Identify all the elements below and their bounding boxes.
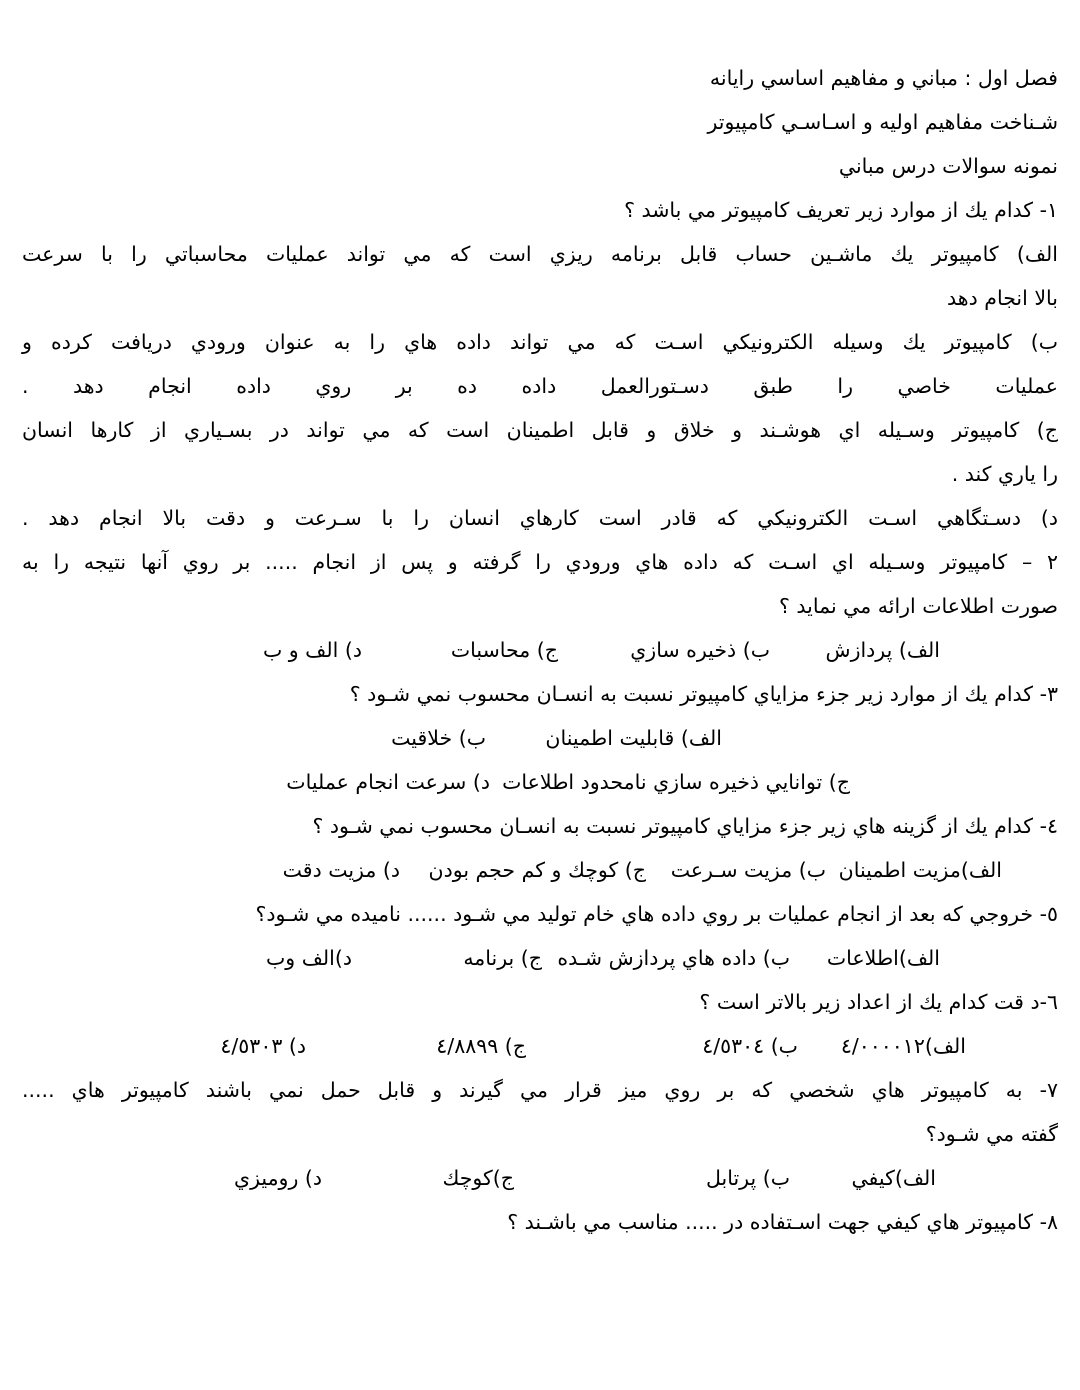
question-2-stem-line-1: ٢ – كامپيوتر وسـيله اي اسـت كه داده هاي ورودي را گرفته و پس از انجام ..... بر روي آنها نتيجه را به — [22, 550, 1058, 574]
question-2-options-row — [22, 628, 1058, 672]
section-label: نمونه سوالات درس مباني — [838, 154, 1058, 178]
question-2-option-dal[interactable]: د) الف و ب — [262, 638, 362, 662]
question-5-option-alef[interactable]: الف)اطلاعات — [826, 946, 940, 970]
question-6-option-be[interactable]: ب) ٤/٥٣٠٤ — [702, 1034, 798, 1058]
question-4-stem: ٤- كدام يك از گزينه هاي زير جزء مزاياي كامپيوتر نسبت به انسـان محسوب نمي شـود ؟ — [312, 814, 1058, 838]
question-1-stem: ١- كدام يك از موارد زير تعريف كامپيوتر مي باشد ؟ — [624, 198, 1058, 222]
question-1-option-alef-line-1: الف) كامپيوتر يك ماشـين حساب قابل برنامه ريزي است كه مي تواند عمليات محاسباتي را با سرعت — [22, 242, 1058, 266]
question-7-option-dal[interactable]: د) روميزي — [234, 1166, 322, 1190]
question-7-stem-line-1: ٧- به كامپيوتر هاي شخصي كه بر روي ميز قرار مي گيرند و قابل حمل نمي باشند كامپيوتر هاي ..... — [22, 1078, 1058, 1102]
question-2-option-be[interactable]: ب) ذخيره سازي — [630, 638, 770, 662]
question-1-option-dal-line-1: د) دسـتگاهي اسـت الكترونيكي كه قادر است كارهاي انسان را با سـرعت و دقت بالا انجام دهد . — [22, 506, 1058, 530]
question-1-option-jim-line-1: ج) كامپيوتر وسـيله اي هوشـند و خلاق و قابل اطمينان است كه مي تواند در بسـياري از كارها انسان — [22, 418, 1058, 442]
question-5-stem: ٥- خروجي كه بعد از انجام عمليات بر روي داده هاي خام توليد مي شـود ...... ناميده مي شـود؟ — [255, 902, 1058, 926]
question-1-option-be-line-1: ب) كامپيوتر يك وسيله الكترونيكي اسـت كه مي تواند داده هاي را به عنوان ورودي دريافت كرده و — [22, 330, 1058, 354]
question-6-stem: ٦-د قت كدام يك از اعداد زير بالاتر است ؟ — [699, 990, 1058, 1014]
question-7-option-jim[interactable]: ج)كوچك — [442, 1166, 514, 1190]
question-3-option-be[interactable]: ب) خلاقيت — [391, 726, 486, 750]
question-4-options-row — [22, 848, 1058, 892]
question-8-stem: ٨- كامپيوتر هاي كيفي جهت اسـتفاده در ..... مناسب مي باشـند ؟ — [507, 1210, 1058, 1234]
question-6-option-alef[interactable]: الف)٤/٠٠٠٠١٢ — [840, 1034, 966, 1058]
question-1-option-jim-line-2: را ياري كند . — [951, 462, 1058, 486]
question-1-option-alef-line-2: بالا انجام دهد — [947, 286, 1058, 310]
question-2-option-alef[interactable]: الف) پردازش — [825, 638, 940, 662]
question-6-options-row — [22, 1024, 1058, 1068]
question-3-options-row-1 — [22, 716, 1058, 760]
question-7-option-be[interactable]: ب) پرتابل — [705, 1166, 790, 1190]
question-5-option-be[interactable]: ب) داده هاي پردازش شـده — [557, 946, 790, 970]
question-7-option-alef[interactable]: الف)كيفي — [851, 1166, 936, 1190]
question-3-option-dal[interactable]: د) سرعت انجام عمليات — [286, 770, 490, 794]
question-5-options-row — [22, 936, 1058, 980]
question-3-stem: ٣- كدام يك از موارد زير جزء مزاياي كامپيوتر نسبت به انسـان محسوب نمي شـود ؟ — [349, 682, 1058, 706]
question-1-option-be-line-2: عمليات خاصي را طبق دسـتورالعمل داده ده بر روي داده انجام دهد . — [22, 374, 1058, 398]
chapter-title: فصل اول : مباني و مفاهيم اساسي رايانه — [709, 66, 1058, 90]
question-3-option-alef[interactable]: الف) قابليت اطمينان — [545, 726, 722, 750]
question-2-stem-line-2: صورت اطلاعات ارائه مي نمايد ؟ — [778, 594, 1058, 618]
question-3-options-row-2 — [22, 760, 1058, 804]
question-6-option-dal[interactable]: د) ٤/٥٣٠٣ — [220, 1034, 306, 1058]
question-3-option-jim[interactable]: ج) توانايي ذخيره سازي نامحدود اطلاعات — [502, 770, 850, 794]
question-4-option-be[interactable]: ب) مزيت سـرعت — [670, 858, 826, 882]
question-4-option-jim[interactable]: ج) كوچك و كم حجم بودن — [428, 858, 646, 882]
question-5-option-jim[interactable]: ج) برنامه — [463, 946, 542, 970]
question-7-stem-line-2: گفته مي شـود؟ — [925, 1122, 1058, 1146]
question-5-option-dal[interactable]: د)الف وب — [265, 946, 352, 970]
question-2-option-jim[interactable]: ج) محاسبات — [450, 638, 558, 662]
question-4-option-dal[interactable]: د) مزيت دقت — [282, 858, 400, 882]
chapter-subtitle: شـناخت مفاهيم اوليه و اسـاسـي كامپيوتر — [707, 110, 1058, 134]
question-4-option-alef[interactable]: الف)مزيت اطمينان — [838, 858, 1002, 882]
question-6-option-jim[interactable]: ج) ٤/٨٨٩٩ — [436, 1034, 526, 1058]
question-7-options-row — [22, 1156, 1058, 1200]
